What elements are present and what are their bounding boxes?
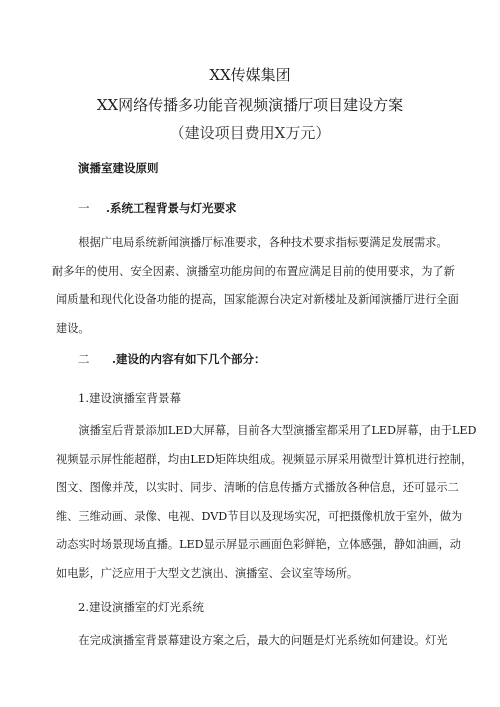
part2-number: 二 (78, 352, 90, 366)
document-title-cost: （建设项目费用X万元） (169, 124, 331, 142)
paragraph-line: 动态实时场景现场直播。LED显示屏显示画面色彩鲜艳，立体感强，静如油画，动 (56, 538, 461, 552)
paragraph-line: 闻质量和现代化设备功能的提高，国家能源台决定对新楼址及新闻演播厅进行全面 (56, 293, 459, 307)
paragraph-line: 耐多年的使用、安全因素、演播室功能房间的布置应满足目前的使用要求，为了新 (52, 264, 455, 278)
paragraph-line: 建设。 (56, 321, 90, 335)
paragraph-line: 视频显示屏性能超群，均由LED矩阵块组成。视频显示屏采用微型计算机进行控制， (56, 452, 473, 466)
paragraph-line: 图文、图像并茂，以实时、同步、清晰的信息传播方式播放各种信息，还可显示二 (56, 481, 459, 495)
item2-title: 2.建设演播室的灯光系统 (78, 600, 204, 614)
document-title-project: XX网络传播多功能音视频演播厅项目建设方案 (96, 96, 404, 114)
section-heading: 演播室建设原则 (78, 161, 159, 175)
part2-title: .建设的内容有如下几个部分： (112, 352, 266, 366)
part1-title: .系统工程背景与灯光要求 (106, 201, 237, 215)
item2-paragraph (56, 627, 456, 656)
part1-paragraph (52, 229, 459, 343)
paragraph-line: 演播室后背景添加LED大屏幕，目前各大型演播室都采用了LED屏幕，由于LED (56, 424, 477, 437)
paragraph-line: 维、三维动画、录像、电视、DVD节目以及现场实况，可把摄像机放于室外，做为 (56, 509, 463, 523)
paragraph-line: 根据广电局系统新闻演播厅标准要求，各种技术要求指标要满足发展需求。 (56, 236, 448, 249)
paragraph-line: 如电影，广泛应用于大型文艺演出、演播室、会议室等场所。 (56, 566, 359, 580)
document-title-org: XX传媒集团 (209, 66, 291, 84)
item1-title: 1.建设演播室背景幕 (78, 391, 181, 405)
item1-paragraph (56, 417, 477, 589)
paragraph-line: 在完成演播室背景幕建设方案之后，最大的问题是灯光系统如何建设。灯光 (56, 634, 448, 647)
part1-number: 一 (78, 201, 90, 215)
